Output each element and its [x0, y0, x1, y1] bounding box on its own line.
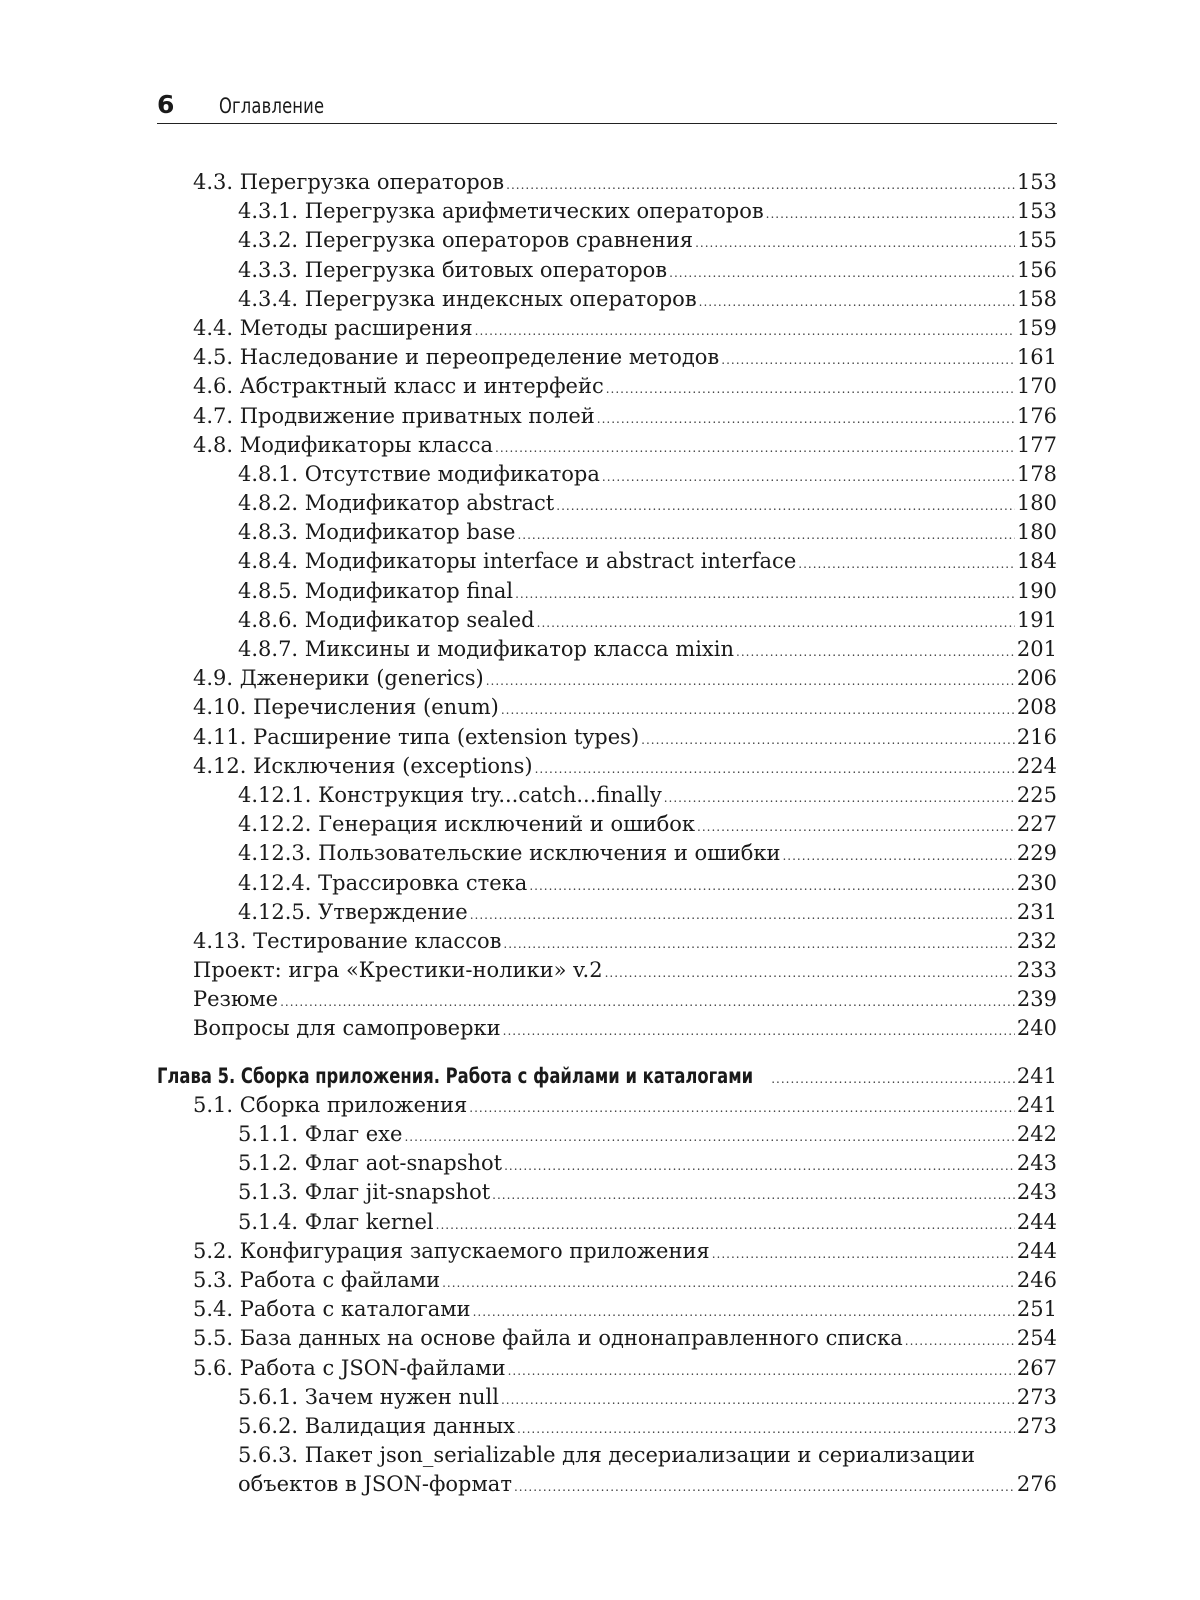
dot-leader — [537, 609, 1015, 638]
toc-entry[interactable] — [157, 197, 1057, 226]
toc-entry-label: 4.4. Методы расширения — [193, 315, 473, 340]
toc-entry[interactable] — [157, 898, 1057, 927]
toc-entry[interactable] — [157, 1266, 1057, 1295]
toc-entry-label: 5.1.3. Флаг jit-snapshot — [238, 1180, 491, 1205]
toc-entry[interactable] — [157, 256, 1057, 285]
toc-entry[interactable] — [157, 635, 1057, 664]
dot-leader — [535, 755, 1015, 784]
toc-entry-label: 4.3.4. Перегрузка индексных операторов — [238, 286, 697, 311]
dot-leader — [495, 434, 1015, 463]
toc-entry-page: 161 — [1016, 345, 1057, 370]
toc-entry-label: 4.8.6. Модификатор sealed — [238, 607, 535, 632]
toc-entry[interactable] — [157, 1149, 1057, 1178]
toc-entry-label: 5.6.2. Валидация данных — [238, 1413, 515, 1438]
toc-entry-page: 254 — [1016, 1326, 1057, 1351]
toc-entry-page: 216 — [1016, 724, 1057, 749]
toc-entry-page: 251 — [1016, 1297, 1057, 1322]
toc-entry[interactable] — [157, 1208, 1057, 1237]
toc-entry[interactable] — [157, 547, 1057, 576]
dot-leader — [699, 288, 1015, 317]
toc-entry[interactable] — [157, 489, 1057, 518]
dot-leader — [641, 726, 1015, 755]
toc-entry-page: 156 — [1016, 257, 1057, 282]
dot-leader — [280, 988, 1015, 1017]
dot-leader — [721, 346, 1015, 375]
toc-entry-label: 4.9. Дженерики (generics) — [193, 666, 484, 691]
toc-entry[interactable] — [157, 1091, 1057, 1120]
toc-entry-label: 4.12.5. Утверждение — [238, 899, 468, 924]
dot-leader — [669, 259, 1015, 288]
toc-entry[interactable] — [157, 1120, 1057, 1149]
dot-leader — [529, 872, 1015, 901]
toc-entry-page: 244 — [1016, 1238, 1057, 1263]
toc-entry-page: 177 — [1016, 432, 1057, 457]
dot-leader — [475, 317, 1015, 346]
toc-entry-page: 232 — [1016, 928, 1057, 953]
toc-entry[interactable] — [157, 1324, 1057, 1353]
dot-leader — [492, 1181, 1015, 1210]
toc-entry-page: 240 — [1016, 1016, 1057, 1041]
toc-entry-page: 178 — [1016, 461, 1057, 486]
toc-entry[interactable] — [157, 606, 1057, 635]
toc-entry[interactable] — [157, 226, 1057, 255]
header-rule — [157, 123, 1057, 124]
dot-leader — [404, 1123, 1014, 1152]
dot-leader — [503, 1017, 1015, 1046]
dot-leader — [771, 1065, 1015, 1094]
toc-entry-label: 4.12.2. Генерация исключений и ошибок — [238, 812, 696, 837]
toc-entry[interactable] — [157, 431, 1057, 460]
dot-leader — [504, 1152, 1015, 1181]
dot-leader — [556, 492, 1015, 521]
toc-entry-label: 4.7. Продвижение приватных полей — [193, 403, 595, 428]
toc-entry-page: 180 — [1016, 491, 1057, 516]
toc-entry[interactable] — [157, 810, 1057, 839]
toc-entry-label: 4.13. Тестирование классов — [193, 928, 502, 953]
toc-entry-label: 4.8.4. Модификаторы interface и abstract interface — [238, 549, 797, 574]
toc-entry[interactable] — [157, 1354, 1057, 1383]
toc-entry-page: 276 — [1016, 1472, 1057, 1497]
toc-entry-label: 4.8. Модификаторы класса — [193, 432, 494, 457]
toc-entry-label: 4.10. Перечисления (enum) — [193, 695, 499, 720]
dot-leader — [712, 1240, 1015, 1269]
toc-entry-label: 4.8.7. Миксины и модификатор класса mixin — [238, 637, 735, 661]
dot-leader — [506, 171, 1015, 200]
toc-entry[interactable] — [157, 927, 1057, 956]
toc-entry-label: 4.12.4. Трассировка стека — [238, 870, 528, 895]
dot-leader — [470, 901, 1015, 930]
dot-leader — [695, 229, 1015, 258]
toc-entry-label: 4.3.3. Перегрузка битовых операторов — [238, 257, 668, 282]
toc-entry-label: 4.3.2. Перегрузка операторов сравнения — [238, 228, 694, 253]
toc-entry-page: 273 — [1016, 1384, 1057, 1409]
toc-entry-label: Глава 5. Сборка приложения. Работа с файлами и каталогами — [157, 1063, 754, 1088]
toc-entry-label: 4.8.3. Модификатор base — [238, 520, 516, 545]
toc-entry-page: 201 — [1016, 637, 1057, 661]
toc-entry-page: 241 — [1016, 1092, 1057, 1117]
toc-entry-label: 5.5. База данных на основе файла и однонаправленного списка — [193, 1326, 903, 1351]
toc-entry-page: 153 — [1016, 170, 1057, 194]
toc-entry-label: 5.6. Работа с JSON-файлами — [193, 1355, 506, 1380]
running-head: Оглавление — [219, 94, 325, 118]
toc-entry-label: 4.6. Абстрактный класс и интерфейс — [193, 374, 604, 399]
toc-entry-page: 155 — [1016, 228, 1057, 253]
toc-entry[interactable] — [157, 577, 1057, 606]
toc-entry[interactable] — [157, 314, 1057, 343]
toc-entry-label: объектов в JSON-формат — [238, 1472, 512, 1497]
toc-entry-page: 184 — [1016, 549, 1057, 574]
toc-entry-label: 4.11. Расширение типа (extension types) — [193, 724, 640, 749]
toc-entry-label: 5.1. Сборка приложения — [193, 1092, 468, 1117]
dot-leader — [597, 405, 1015, 434]
toc-entry[interactable] — [157, 839, 1057, 868]
toc-entry-label: 5.6.1. Зачем нужен null — [238, 1384, 499, 1409]
dot-leader — [436, 1211, 1015, 1240]
dot-leader — [736, 638, 1015, 667]
dot-leader — [515, 580, 1015, 609]
toc-entry[interactable] — [157, 1412, 1057, 1441]
toc-entry[interactable] — [157, 1237, 1057, 1266]
dot-leader — [798, 550, 1015, 579]
toc-entry-page: 180 — [1016, 520, 1057, 545]
page-header — [157, 78, 1057, 128]
toc-entry[interactable] — [157, 781, 1057, 810]
toc-entry[interactable] — [157, 752, 1057, 781]
toc-entry[interactable] — [157, 956, 1057, 985]
toc-entry-page: 233 — [1016, 958, 1057, 983]
toc-entry-page: 231 — [1016, 899, 1057, 924]
toc-entry-page: 243 — [1016, 1151, 1057, 1176]
toc-entry-page: 241 — [1016, 1063, 1057, 1088]
dot-leader — [606, 375, 1015, 404]
table-of-contents — [157, 168, 1057, 1499]
page-number: 6 — [157, 90, 175, 119]
toc-entry[interactable] — [157, 460, 1057, 489]
toc-entry[interactable] — [157, 1178, 1057, 1207]
toc-entry-page: 176 — [1016, 403, 1057, 428]
dot-leader — [508, 1357, 1015, 1386]
dot-leader — [503, 930, 1014, 959]
toc-entry-label: Вопросы для самопроверки — [193, 1016, 501, 1041]
toc-entry-page: 244 — [1016, 1209, 1057, 1234]
toc-entry-label: 4.8.1. Отсутствие модификатора — [238, 461, 600, 486]
toc-entry-label: 4.12. Исключения (exceptions) — [193, 753, 533, 778]
toc-entry-label: 5.1.2. Флаг aot-snapshot — [238, 1151, 503, 1176]
toc-entry-page: 227 — [1016, 812, 1057, 837]
toc-entry-page: 190 — [1016, 578, 1057, 603]
dot-leader — [605, 959, 1015, 988]
toc-entry-label: 4.12.1. Конструкция try...catch...finally — [238, 782, 662, 807]
toc-entry-continuation[interactable] — [157, 1470, 1057, 1499]
toc-entry[interactable] — [157, 664, 1057, 693]
dot-leader — [602, 463, 1015, 492]
toc-entry-label: 5.3. Работа с файлами — [193, 1267, 441, 1292]
toc-entry[interactable] — [157, 1441, 1057, 1470]
toc-entry[interactable] — [157, 1014, 1057, 1043]
dot-leader — [473, 1298, 1015, 1327]
toc-entry-page: 224 — [1016, 753, 1057, 778]
toc-entry-page: 191 — [1016, 607, 1057, 632]
toc-entry[interactable] — [157, 1295, 1057, 1324]
toc-entry-label: 4.8.5. Модификатор final — [238, 578, 514, 603]
toc-entry-page: 153 — [1016, 199, 1057, 224]
dot-leader — [517, 1415, 1015, 1444]
toc-entry[interactable] — [157, 693, 1057, 722]
toc-entry-page: 159 — [1016, 315, 1057, 340]
toc-entry-page: 273 — [1016, 1413, 1057, 1438]
dot-leader — [905, 1327, 1015, 1356]
toc-entry-page: 243 — [1016, 1180, 1057, 1205]
toc-entry-page: 230 — [1016, 870, 1057, 895]
toc-entry[interactable] — [157, 285, 1057, 314]
toc-entry-page: 267 — [1016, 1355, 1057, 1380]
dot-leader — [486, 667, 1015, 696]
toc-entry-label: 4.3. Перегрузка операторов — [193, 170, 505, 194]
toc-entry[interactable] — [157, 1383, 1057, 1412]
toc-entry-label: 5.4. Работа с каталогами — [193, 1297, 471, 1322]
toc-entry-page: 158 — [1016, 286, 1057, 311]
toc-entry[interactable] — [157, 869, 1057, 898]
toc-entry-label: 4.5. Наследование и переопределение методов — [193, 345, 720, 370]
toc-entry[interactable] — [157, 168, 1057, 197]
toc-entry-page: 246 — [1016, 1267, 1057, 1292]
dot-leader — [501, 1386, 1015, 1415]
toc-entry[interactable] — [157, 402, 1057, 431]
toc-entry-page: 208 — [1016, 695, 1057, 720]
toc-entry-label: 5.2. Конфигурация запускаемого приложения — [193, 1238, 710, 1263]
toc-entry-label: Проект: игра «Крестики-нолики» v.2 — [193, 958, 603, 983]
dot-leader — [664, 784, 1015, 813]
toc-entry-page: 242 — [1016, 1122, 1057, 1146]
toc-entry-page: 225 — [1016, 782, 1057, 807]
dot-leader — [442, 1269, 1015, 1298]
toc-entry-page: 170 — [1016, 374, 1057, 399]
toc-entry-page: 206 — [1016, 666, 1057, 691]
toc-entry[interactable] — [157, 985, 1057, 1014]
toc-entry-label: 5.1.1. Флаг exe — [238, 1122, 403, 1146]
dot-leader — [501, 696, 1015, 725]
toc-entry[interactable] — [157, 343, 1057, 372]
toc-entry-label: 4.3.1. Перегрузка арифметических операторов — [238, 199, 764, 224]
toc-entry-label: 4.8.2. Модификатор abstract — [238, 491, 555, 516]
toc-entry[interactable] — [157, 372, 1057, 401]
dot-leader — [766, 200, 1015, 229]
dot-leader — [514, 1473, 1015, 1502]
dot-leader — [697, 813, 1015, 842]
dot-leader — [517, 521, 1014, 550]
toc-entry-page: 229 — [1016, 841, 1057, 866]
toc-entry-label: 5.6.3. Пакет json_serializable для десериализации и сериализации — [238, 1443, 975, 1468]
toc-chapter-entry[interactable] — [157, 1062, 1057, 1091]
toc-entry-label: Резюме — [193, 987, 279, 1012]
dot-leader — [782, 842, 1014, 871]
dot-leader — [469, 1094, 1015, 1123]
toc-entry-label: 4.12.3. Пользовательские исключения и ошибки — [238, 841, 781, 866]
toc-entry[interactable] — [157, 518, 1057, 547]
toc-entry-page: 239 — [1016, 987, 1057, 1012]
toc-entry-label: 5.1.4. Флаг kernel — [238, 1209, 434, 1234]
toc-entry[interactable] — [157, 723, 1057, 752]
